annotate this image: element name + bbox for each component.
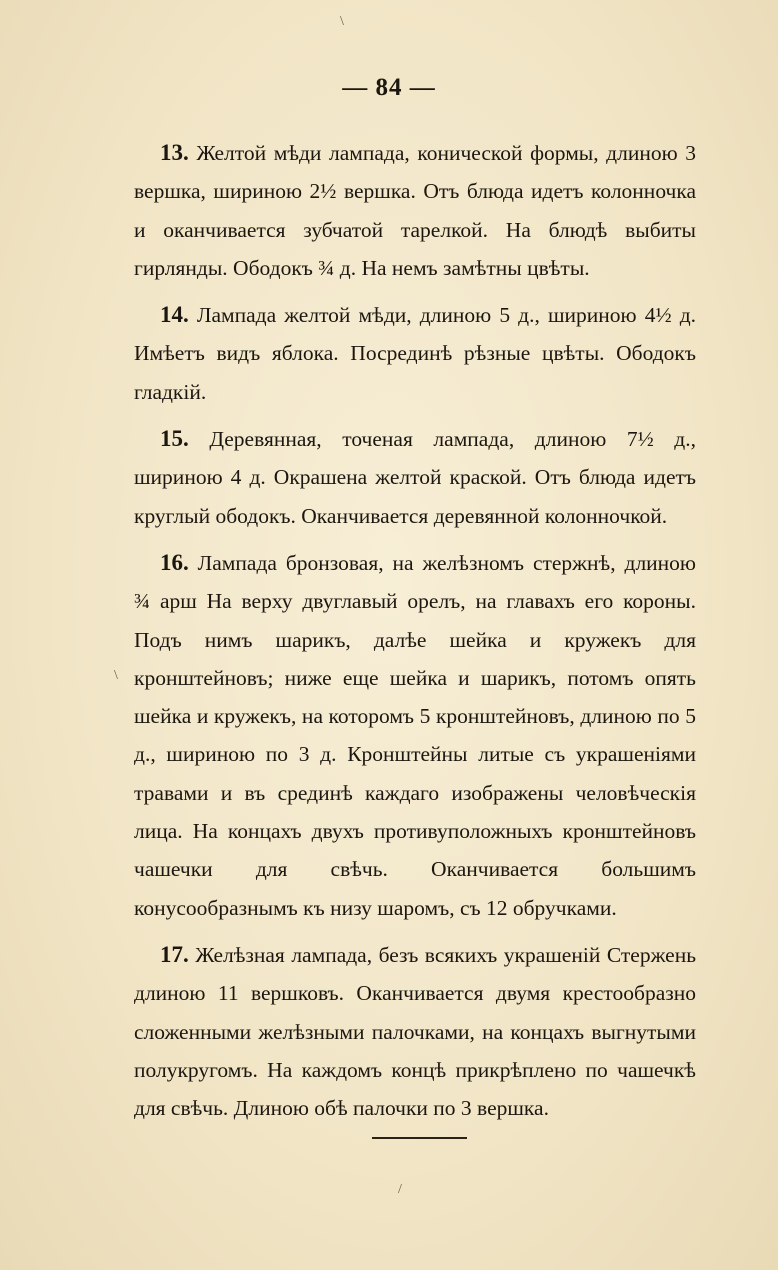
entry-text: Лампада желтой мѣди, длиною 5 д., шириною 4½ д. Имѣетъ видъ яблока. Посрединѣ рѣзные цвѣты. Ободокъ гладкій. [134,303,697,404]
page-mark: \ [114,668,118,683]
page-mark: \ [340,14,344,29]
entry-number: 13. [160,140,189,165]
entry-number: 14. [160,302,189,328]
entry-number: 16. [160,549,189,575]
entry-text: Желтой мѣди лампада, конической формы, длиною 3 вершка, шириною 2½ вершка. Отъ блюда идетъ колонночка и оканчивается зубчатой тарелкой. На блюдѣ выбиты гирлянды. Ободокъ ¾ д. На немъ замѣтны цвѣты. [134,141,696,280]
entry-13 [134,134,696,287]
section-divider [372,1137,467,1139]
entry-15 [134,420,696,535]
entry-text: Лампада бронзовая, на желѣзномъ стержнѣ, длиною ¾ арш На верху двуглавый орелъ, на главахъ его короны. Подъ нимъ шарикъ, далѣе шейка и кружекъ для кронштейновъ; ниже еще шейка и шарикъ, потомъ опять шейка и кружекъ, на которомъ 5 кронштейновъ, длиною по 5 д., шириною по 3 д. Кронштейны литые съ украшеніями травами и въ срединѣ каждаго изображены человѣческія лица. На концахъ двухъ противуположныхъ кронштейновъ чашечки для свѣчь. Оканчивается большимъ конусообразнымъ къ низу шаромъ, съ 12 обручками. [134,550,696,920]
entry-17 [134,936,696,1127]
entry-text: Желѣзная лампада, безъ всякихъ украшеній Стержень длиною 11 вершковъ. Оканчивается двумя крестообразно сложенными желѣзными палочками, на концахъ выгнутыми полукругомъ. На каждомъ концѣ прикрѣплено по чашечкѣ для свѣчь. Длиною обѣ палочки по 3 вершка. [134,942,697,1121]
entry-14 [134,296,696,411]
entry-16 [134,544,696,927]
page-body [134,134,696,1136]
entry-number: 17. [160,941,189,967]
page-number: — 84 — [342,74,436,101]
entry-text: Деревянная, точеная лампада, длиною 7½ д., шириною 4 д. Окрашена желтой краской. Отъ блюда идетъ круглый ободокъ. Оканчивается деревянной колонночкой. [134,427,696,528]
entry-number: 15. [160,426,189,452]
page-mark: / [398,1182,402,1197]
